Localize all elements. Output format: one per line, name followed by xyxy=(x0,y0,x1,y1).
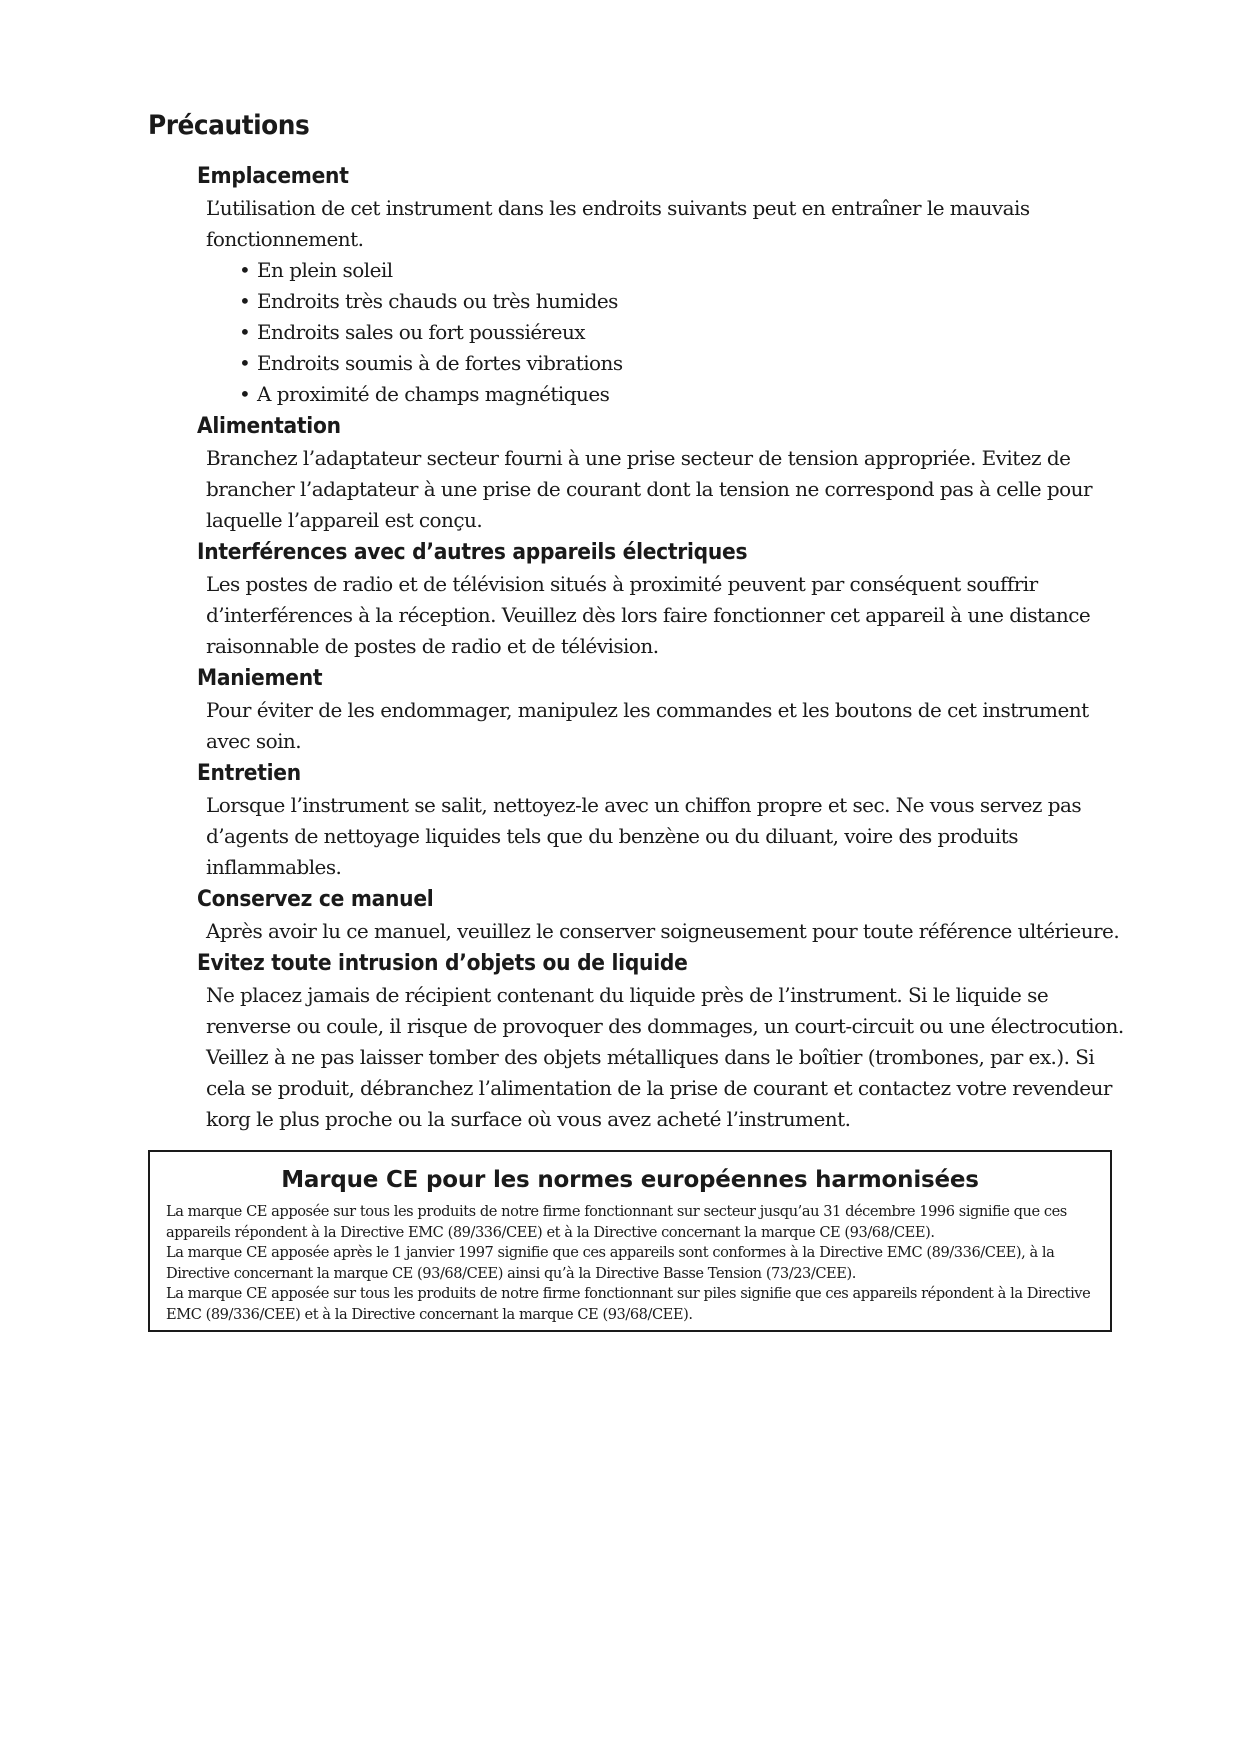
list-item: • En plein soleil xyxy=(239,255,1137,286)
section-conservez xyxy=(197,883,1137,947)
section-body xyxy=(206,443,1137,536)
section-paragraph: Branchez l’adaptateur secteur fourni à une prise secteur de tension appropriée. Evitez de brancher l’adaptateur à une prise de courant dont la tension ne correspond pas à celle pour laquelle l’appareil est conçu. xyxy=(206,446,1092,532)
section-paragraph: Pour éviter de les endommager, manipulez les commandes et les boutons de cet instrument avec soin. xyxy=(206,698,1089,753)
section-body xyxy=(206,790,1137,883)
list-item: • A proximité de champs magnétiques xyxy=(239,379,1137,410)
ce-box-paragraph: La marque CE apposée sur tous les produits de notre firme fonctionnant sur piles signifie que ces appareils répondent à la Directive EMC (89/336/CEE) et à la Directive concernant la marque CE (93/68/CEE). xyxy=(166,1285,1091,1323)
section-entretien xyxy=(197,757,1137,883)
ce-box-paragraph: La marque CE apposée sur tous les produits de notre firme fonctionnant sur secteur jusqu’au 31 décembre 1996 signifie que ces appareils répondent à la Directive EMC (89/336/CEE) et à la Directive concernant la marque CE (93/68/CEE). xyxy=(166,1203,1067,1241)
section-body xyxy=(206,695,1137,757)
section-interferences xyxy=(197,536,1137,662)
section-paragraph: Veillez à ne pas laisser tomber des objets métalliques dans le boîtier (trombones, par ex.). Si cela se produit, débranchez l’alimentation de la prise de courant et contactez votre revendeur korg le plus proche ou la surface où vous avez acheté l’instrument. xyxy=(206,1045,1112,1131)
section-body xyxy=(206,916,1137,947)
section-alimentation xyxy=(197,410,1137,536)
section-heading: Maniement xyxy=(197,666,323,691)
section-emplacement xyxy=(197,160,1137,410)
section-body xyxy=(206,193,1137,410)
section-paragraph: L’utilisation de cet instrument dans les endroits suivants peut en entraîner le mauvais fonctionnement. xyxy=(206,196,1030,251)
section-paragraph: Après avoir lu ce manuel, veuillez le conserver soigneusement pour toute référence ultérieure. xyxy=(206,919,1120,943)
section-body xyxy=(206,980,1137,1135)
section-maniement xyxy=(197,662,1137,757)
list-item: • Endroits soumis à de fortes vibrations xyxy=(239,348,1137,379)
section-heading: Emplacement xyxy=(197,164,349,189)
section-body xyxy=(206,569,1137,662)
ce-box-paragraph: La marque CE apposée après le 1 janvier 1997 signifie que ces appareils sont conformes à la Directive EMC (89/336/CEE), à la Directive concernant la marque CE (93/68/CEE) ainsi qu’à la Directive Basse Tension (73/23/CEE). xyxy=(166,1244,1055,1282)
section-heading: Evitez toute intrusion d’objets ou de liquide xyxy=(197,951,688,976)
section-intrusion xyxy=(197,947,1137,1135)
section-paragraph: Lorsque l’instrument se salit, nettoyez-le avec un chiffon propre et sec. Ne vous servez pas d’agents de nettoyage liquides tels que du benzène ou du diluant, voire des produits inflammables. xyxy=(206,793,1082,879)
section-heading: Interférences avec d’autres appareils électriques xyxy=(197,540,748,565)
ce-mark-notice-box xyxy=(148,1150,1112,1332)
section-heading: Entretien xyxy=(197,761,301,786)
location-list xyxy=(206,255,1137,410)
precautions-content xyxy=(197,160,1137,1135)
section-heading: Conservez ce manuel xyxy=(197,887,434,912)
ce-box-title: Marque CE pour les normes européennes harmonisées xyxy=(281,1167,979,1193)
list-item: • Endroits très chauds ou très humides xyxy=(239,286,1137,317)
section-paragraph: Les postes de radio et de télévision situés à proximité peuvent par conséquent souffrir d’interférences à la réception. Veuillez dès lors faire fonctionner cet appareil à une distance raisonnable de postes de radio et de télévision. xyxy=(206,572,1091,658)
section-paragraph: Ne placez jamais de récipient contenant du liquide près de l’instrument. Si le liquide se renverse ou coule, il risque de provoquer des dommages, un court-circuit ou une électrocution. xyxy=(206,983,1124,1038)
page-title: Précautions xyxy=(148,110,310,141)
list-item: • Endroits sales ou fort poussiéreux xyxy=(239,317,1137,348)
section-heading: Alimentation xyxy=(197,414,341,439)
